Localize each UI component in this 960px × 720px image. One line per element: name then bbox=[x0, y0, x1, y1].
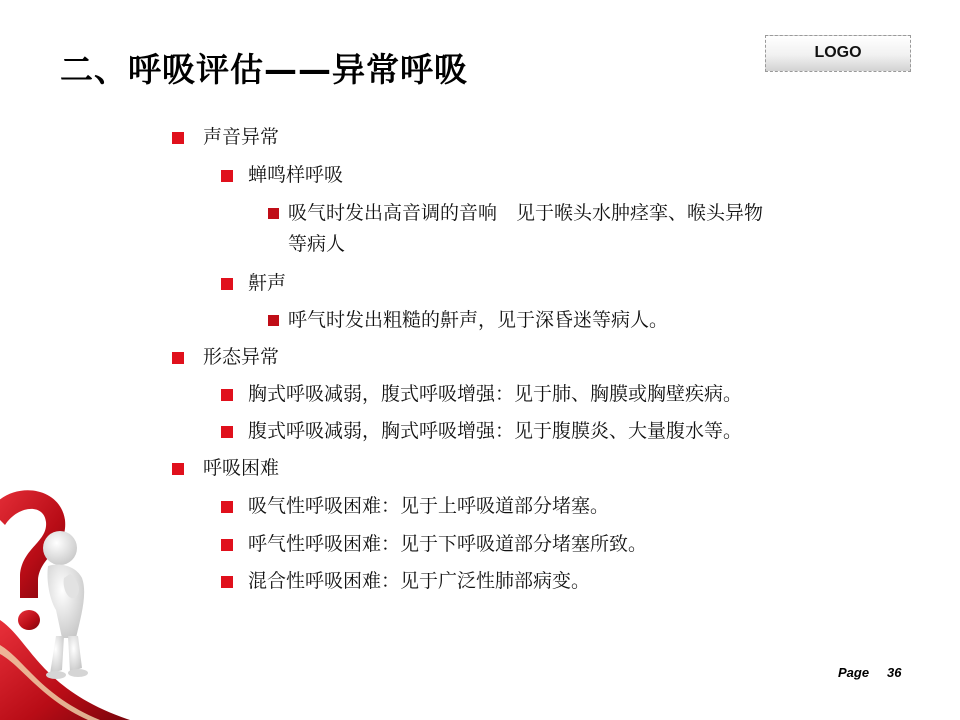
outline-item-text: 形态异常 bbox=[203, 346, 280, 368]
outline-item-text: 腹式呼吸减弱，胸式呼吸增强：见于腹膜炎、大量腹水等。 bbox=[248, 420, 743, 442]
bullet-square-icon bbox=[221, 389, 233, 401]
slide-title: 二、呼吸评估——异常呼吸 bbox=[60, 50, 468, 89]
outline-item-text-line: 呼气时发出粗糙的鼾声，见于深昏迷等病人。 bbox=[288, 309, 669, 331]
bullet-square-icon bbox=[268, 208, 279, 219]
outline-item-text: 呼气性呼吸困难：见于下呼吸道部分堵塞所致。 bbox=[248, 533, 648, 555]
bullet-square-icon bbox=[221, 426, 233, 438]
logo-text: LOGO bbox=[814, 44, 862, 61]
bullet-square-icon bbox=[221, 576, 233, 588]
outline-item-text: 混合性呼吸困难：见于广泛性肺部病变。 bbox=[248, 570, 591, 592]
outline-item-text: 胸式呼吸减弱，腹式呼吸增强：见于肺、胸膜或胸壁疾病。 bbox=[248, 383, 743, 405]
bullet-square-icon bbox=[221, 278, 233, 290]
outline-item-text: 蝉鸣样呼吸 bbox=[248, 164, 344, 186]
bullet-square-icon bbox=[172, 463, 184, 475]
bullet-square-icon bbox=[221, 170, 233, 182]
outline-item-text-line: 等病人 bbox=[288, 233, 346, 255]
page-number: 36 bbox=[887, 665, 902, 680]
outline-item-text: 呼吸困难 bbox=[203, 457, 280, 479]
bullet-square-icon bbox=[221, 501, 233, 513]
thinking-person-question-mark-icon bbox=[0, 470, 140, 720]
outline-item-text: 鼾声 bbox=[248, 272, 287, 294]
bullet-square-icon bbox=[221, 539, 233, 551]
outline-item-text: 声音异常 bbox=[203, 126, 280, 148]
bullet-square-icon bbox=[172, 352, 184, 364]
outline-item-text-line: 吸气时发出高音调的音响 见于喉头水肿痉挛、喉头异物 bbox=[288, 202, 764, 224]
bullet-square-icon bbox=[172, 132, 184, 144]
page-label: Page bbox=[838, 665, 870, 680]
outline-item-text: 吸气性呼吸困难：见于上呼吸道部分堵塞。 bbox=[248, 495, 610, 517]
person-head-shape bbox=[43, 531, 77, 565]
bullet-square-icon bbox=[268, 315, 279, 326]
